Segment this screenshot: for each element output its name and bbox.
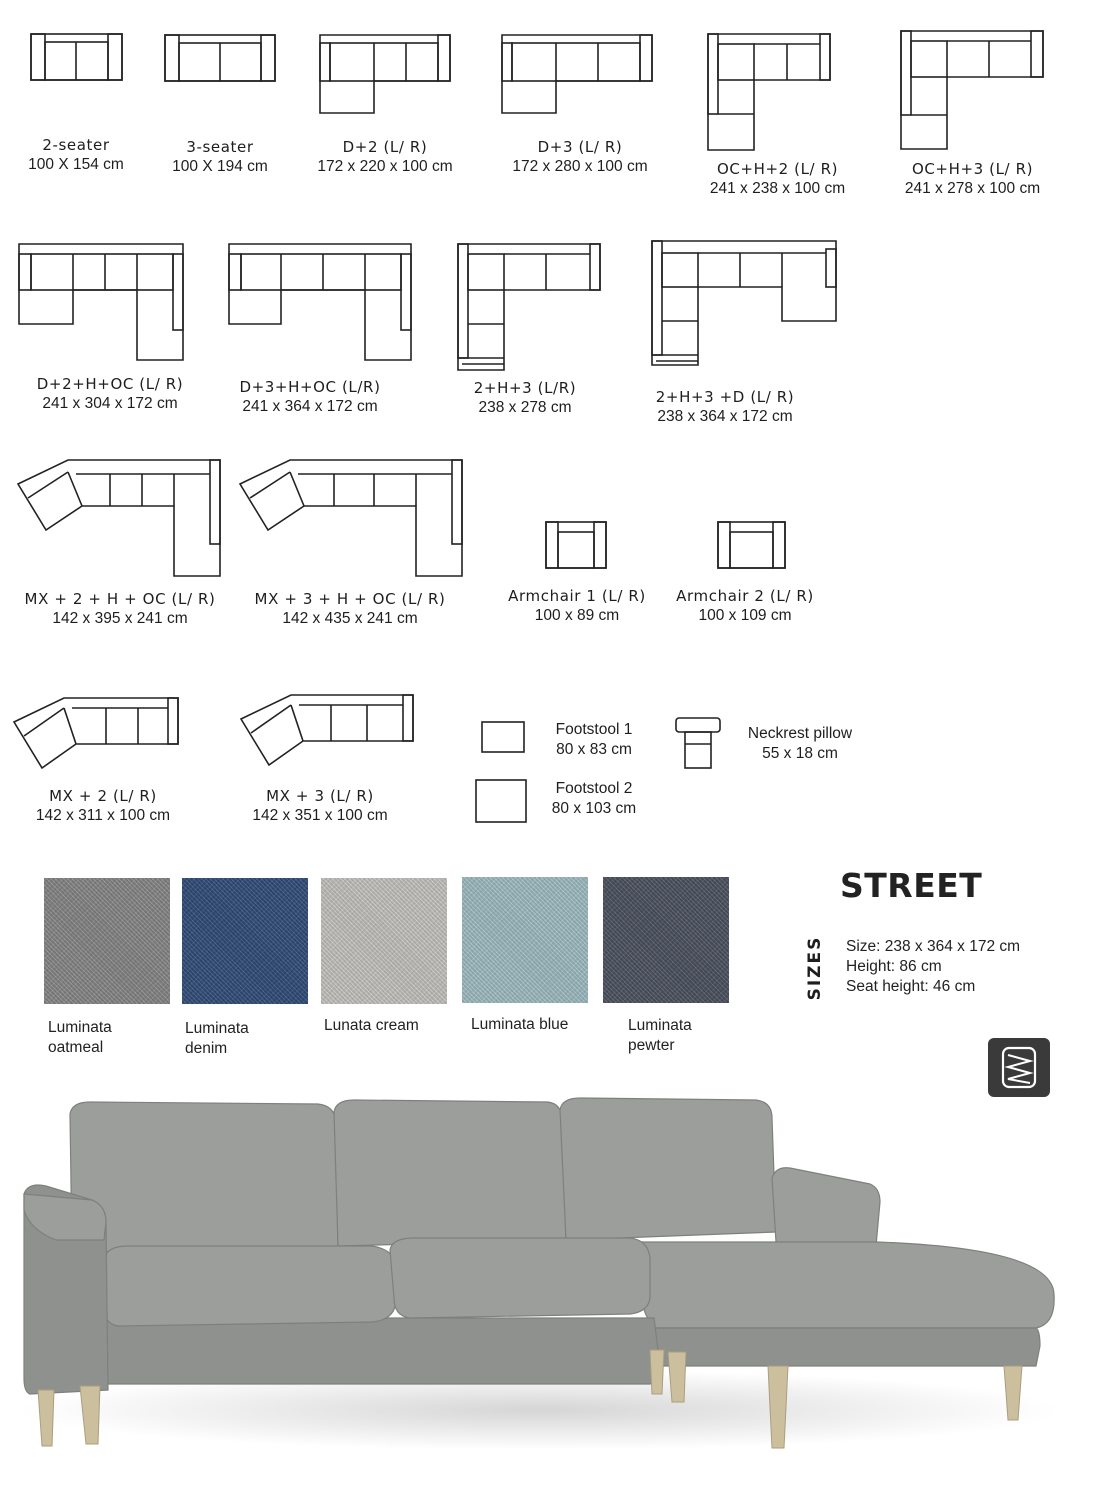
module-label-armchair-2: Armchair 2 (L/ R) 100 x 109 cm [676, 587, 814, 624]
fabric-label-blue: Luminata blue [471, 1016, 569, 1033]
sizes-heading: SIZES [805, 935, 825, 1001]
spec-seat-height: Seat height: 46 cm [846, 978, 976, 995]
module-shape [652, 241, 838, 367]
fabric-swatch-cream[interactable] [321, 878, 447, 1004]
module-shape [165, 35, 277, 83]
fabric-swatch-pewter[interactable] [603, 877, 729, 1003]
module-label-neckrest-pillow: Neckrest pillow 55 x 18 cm [747, 725, 853, 762]
module-shape [19, 244, 185, 362]
module-shape [31, 34, 123, 82]
spring-icon [988, 1038, 1050, 1097]
spec-size: Size: 238 x 364 x 172 cm [846, 938, 1021, 955]
spec-height: Height: 86 cm [846, 958, 942, 975]
module-label-d-2-h-oc: D+2+H+OC (L/ R) 241 x 304 x 172 cm [36, 375, 184, 412]
module-shape [458, 244, 602, 372]
module-label-mx-2: MX + 2 (L/ R) 142 x 311 x 100 cm [35, 787, 171, 824]
module-shape [901, 31, 1045, 151]
module-label-armchair-1: Armchair 1 (L/ R) 100 x 89 cm [508, 587, 646, 624]
module-label-footstool-2: Footstool 2 80 x 103 cm [551, 780, 637, 817]
module-shape [320, 35, 452, 115]
fabric-label-denim: Luminata denim [185, 1020, 249, 1057]
module-shape [18, 460, 222, 580]
fabric-label-cream: Lunata cream [324, 1017, 419, 1034]
module-label-mx-3: MX + 3 (L/ R) 142 x 351 x 100 cm [252, 787, 388, 824]
module-label-mx-3-h-oc: MX + 3 + H + OC (L/ R) 142 x 435 x 241 cm [254, 590, 446, 627]
module-shape [546, 522, 608, 570]
module-shape [476, 780, 528, 824]
module-shape [240, 460, 464, 580]
module-shape [229, 244, 413, 362]
module-label-3-seater: 3-seater 100 X 194 cm [172, 138, 268, 175]
module-label-oc-h-3: OC+H+3 (L/ R) 241 x 278 x 100 cm [904, 160, 1041, 197]
module-label-oc-h-2: OC+H+2 (L/ R) 241 x 238 x 100 cm [709, 160, 846, 197]
fabric-label-oatmeal: Luminata oatmeal [48, 1019, 112, 1056]
module-label-d-2: D+2 (L/ R) 172 x 220 x 100 cm [317, 138, 453, 175]
module-label-2-h-3: 2+H+3 (L/R) 238 x 278 cm [473, 379, 577, 416]
module-label-2-seater: 2-seater 100 X 154 cm [28, 136, 124, 173]
fabric-label-pewter: Luminata pewter [628, 1017, 692, 1054]
fabric-swatch-denim[interactable] [182, 878, 308, 1004]
module-shape [502, 35, 654, 115]
module-shape [718, 522, 788, 570]
module-label-d-3: D+3 (L/ R) 172 x 280 x 100 cm [512, 138, 648, 175]
sofa-product-image [0, 1090, 1093, 1493]
module-shape [482, 722, 526, 754]
module-shape [676, 718, 722, 770]
fabric-swatch-blue[interactable] [462, 877, 588, 1003]
module-label-mx-2-h-oc: MX + 2 + H + OC (L/ R) 142 x 395 x 241 cm [24, 590, 216, 627]
module-shape [241, 695, 417, 769]
module-label-2-h-3-d: 2+H+3 +D (L/ R) 238 x 364 x 172 cm [655, 388, 795, 425]
fabric-swatch-oatmeal[interactable] [44, 878, 170, 1004]
module-shape [708, 34, 832, 152]
product-title: STREET [840, 866, 983, 905]
module-label-d-3-h-oc: D+3+H+OC (L/R) 241 x 364 x 172 cm [239, 378, 381, 415]
module-shape [14, 698, 182, 770]
module-label-footstool-1: Footstool 1 80 x 83 cm [555, 721, 633, 758]
